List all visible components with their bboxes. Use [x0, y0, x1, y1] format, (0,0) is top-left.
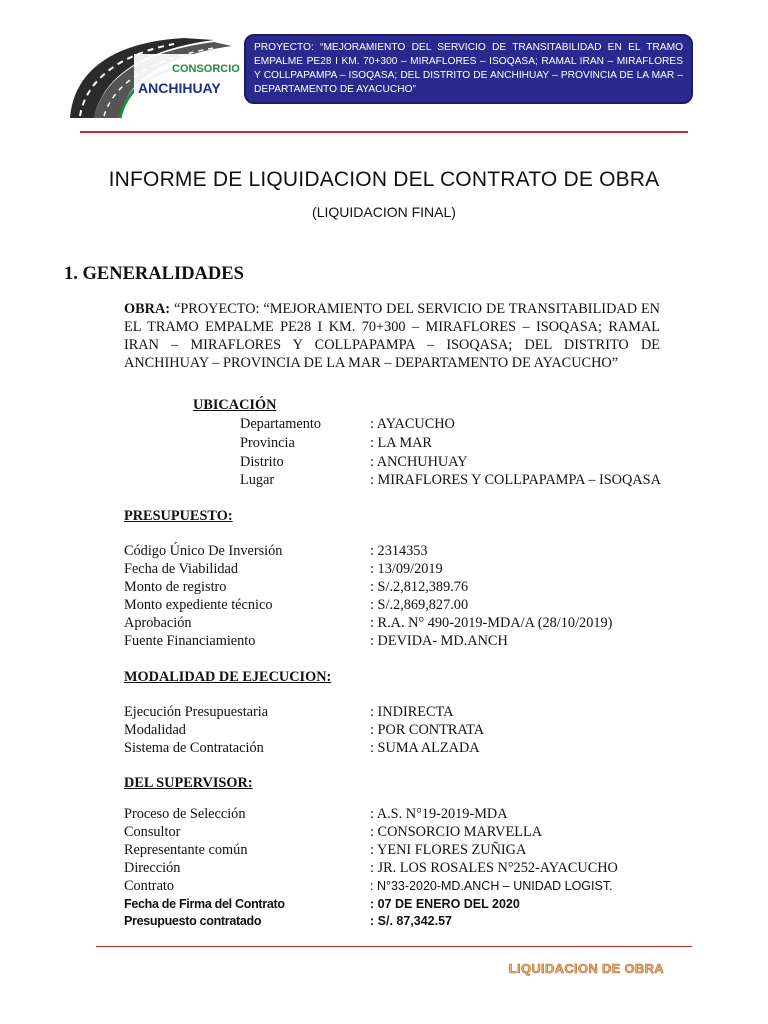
consorcio-logo	[64, 30, 240, 126]
supervisor-value: : N°33-2020-MD.ANCH – UNIDAD LOGIST.	[370, 879, 613, 893]
supervisor-title: DEL SUPERVISOR:	[124, 775, 253, 791]
obra-label: OBRA:	[124, 301, 171, 317]
ubicacion-value: : LA MAR	[370, 435, 432, 451]
modalidad-value: : SUMA ALZADA	[370, 740, 480, 756]
ubicacion-title: UBICACIÓN	[193, 397, 277, 413]
supervisor-value: : CONSORCIO MARVELLA	[370, 824, 543, 840]
presupuesto-value: : DEVIDA- MD.ANCH	[370, 633, 508, 649]
presupuesto-value: : S/.2,869,827.00	[370, 597, 469, 613]
presupuesto-label: Monto expediente técnico	[124, 597, 273, 613]
supervisor-label: Presupuesto contratado	[124, 914, 262, 928]
presupuesto-label: Aprobación	[124, 615, 192, 631]
supervisor-label: Representante común	[124, 842, 248, 858]
supervisor-value: : S/. 87,342.57	[370, 914, 453, 928]
ubicacion-value: : ANCHUHUAY	[370, 454, 468, 470]
footer-divider	[96, 946, 692, 947]
logo-line2: ANCHIHUAY	[138, 80, 221, 96]
modalidad-title: MODALIDAD DE EJECUCION:	[124, 669, 332, 685]
supervisor-value: : A.S. N°19-2019-MDA	[370, 806, 508, 822]
footer-label: LIQUIDACION DE OBRA	[508, 961, 664, 976]
presupuesto-label: Fuente Financiamiento	[124, 633, 256, 649]
supervisor-label: Proceso de Selección	[124, 806, 246, 822]
supervisor-label: Dirección	[124, 860, 181, 876]
modalidad-label: Sistema de Contratación	[124, 740, 264, 756]
ubicacion-value: : AYACUCHO	[370, 416, 455, 432]
supervisor-label: Contrato	[124, 878, 175, 894]
presupuesto-value: : S/.2,812,389.76	[370, 579, 469, 595]
logo-line1: CONSORCIO	[172, 63, 240, 75]
supervisor-value: : JR. LOS ROSALES N°252-AYACUCHO	[370, 860, 618, 876]
supervisor-label: Fecha de Firma del Contrato	[124, 897, 285, 911]
presupuesto-label: Fecha de Viabilidad	[124, 561, 239, 577]
presupuesto-label: Monto de registro	[124, 579, 227, 595]
obra-paragraph	[124, 300, 660, 372]
presupuesto-value: : 2314353	[370, 543, 428, 559]
road-logo-icon	[64, 30, 240, 126]
supervisor-value: : 07 DE ENERO DEL 2020	[370, 897, 520, 911]
section-heading: 1. GENERALIDADES	[64, 264, 244, 284]
supervisor-label: Consultor	[124, 824, 181, 840]
project-header-box	[244, 34, 693, 104]
supervisor-value: : YENI FLORES ZUÑIGA	[370, 842, 527, 858]
project-header-text: PROYECTO: “MEJORAMIENTO DEL SERVICIO DE TRANSITABILIDAD EN EL TRAMO EMPALME PE28 I KM. 70+300 – MIRAFLORES – ISOQASA; RAMAL IRAN – MIRAFLORES Y COLLPAPAMPA – ISOQASA; DEL DISTRITO DE ANCHIHUAY – PROVINCIA DE LA MAR – DEPARTAMENTO DE AYACUCHO”	[254, 42, 683, 95]
presupuesto-title: PRESUPUESTO:	[124, 508, 233, 524]
ubicacion-value: : MIRAFLORES Y COLLPAPAMPA – ISOQASA	[370, 472, 661, 488]
header-divider	[80, 131, 688, 133]
document-subtitle: (LIQUIDACION FINAL)	[312, 204, 456, 220]
ubicacion-label: Departamento	[240, 416, 321, 432]
modalidad-label: Ejecución Presupuestaria	[124, 704, 269, 720]
document-title: INFORME DE LIQUIDACION DEL CONTRATO DE OBRA	[108, 168, 660, 191]
ubicacion-label: Lugar	[240, 472, 275, 488]
modalidad-value: : POR CONTRATA	[370, 722, 485, 738]
obra-text: “PROYECTO: “MEJORAMIENTO DEL SERVICIO DE TRANSITABILIDAD EN EL TRAMO EMPALME PE28 I KM. 70+300 – MIRAFLORES – ISOQASA; RAMAL IRAN – MIRAFLORES Y COLLPAPAMPA – ISOQASA; DEL DISTRITO DE ANCHIHUAY – PROVINCIA DE LA MAR – DEPARTAMENTO DE AYACUCHO”	[124, 301, 660, 371]
modalidad-value: : INDIRECTA	[370, 704, 454, 720]
ubicacion-label: Provincia	[240, 435, 295, 451]
presupuesto-label: Código Único De Inversión	[124, 543, 283, 559]
presupuesto-value: : 13/09/2019	[370, 561, 443, 577]
presupuesto-value: : R.A. N° 490-2019-MDA/A (28/10/2019)	[370, 615, 613, 631]
modalidad-label: Modalidad	[124, 722, 186, 738]
ubicacion-label: Distrito	[240, 454, 284, 470]
